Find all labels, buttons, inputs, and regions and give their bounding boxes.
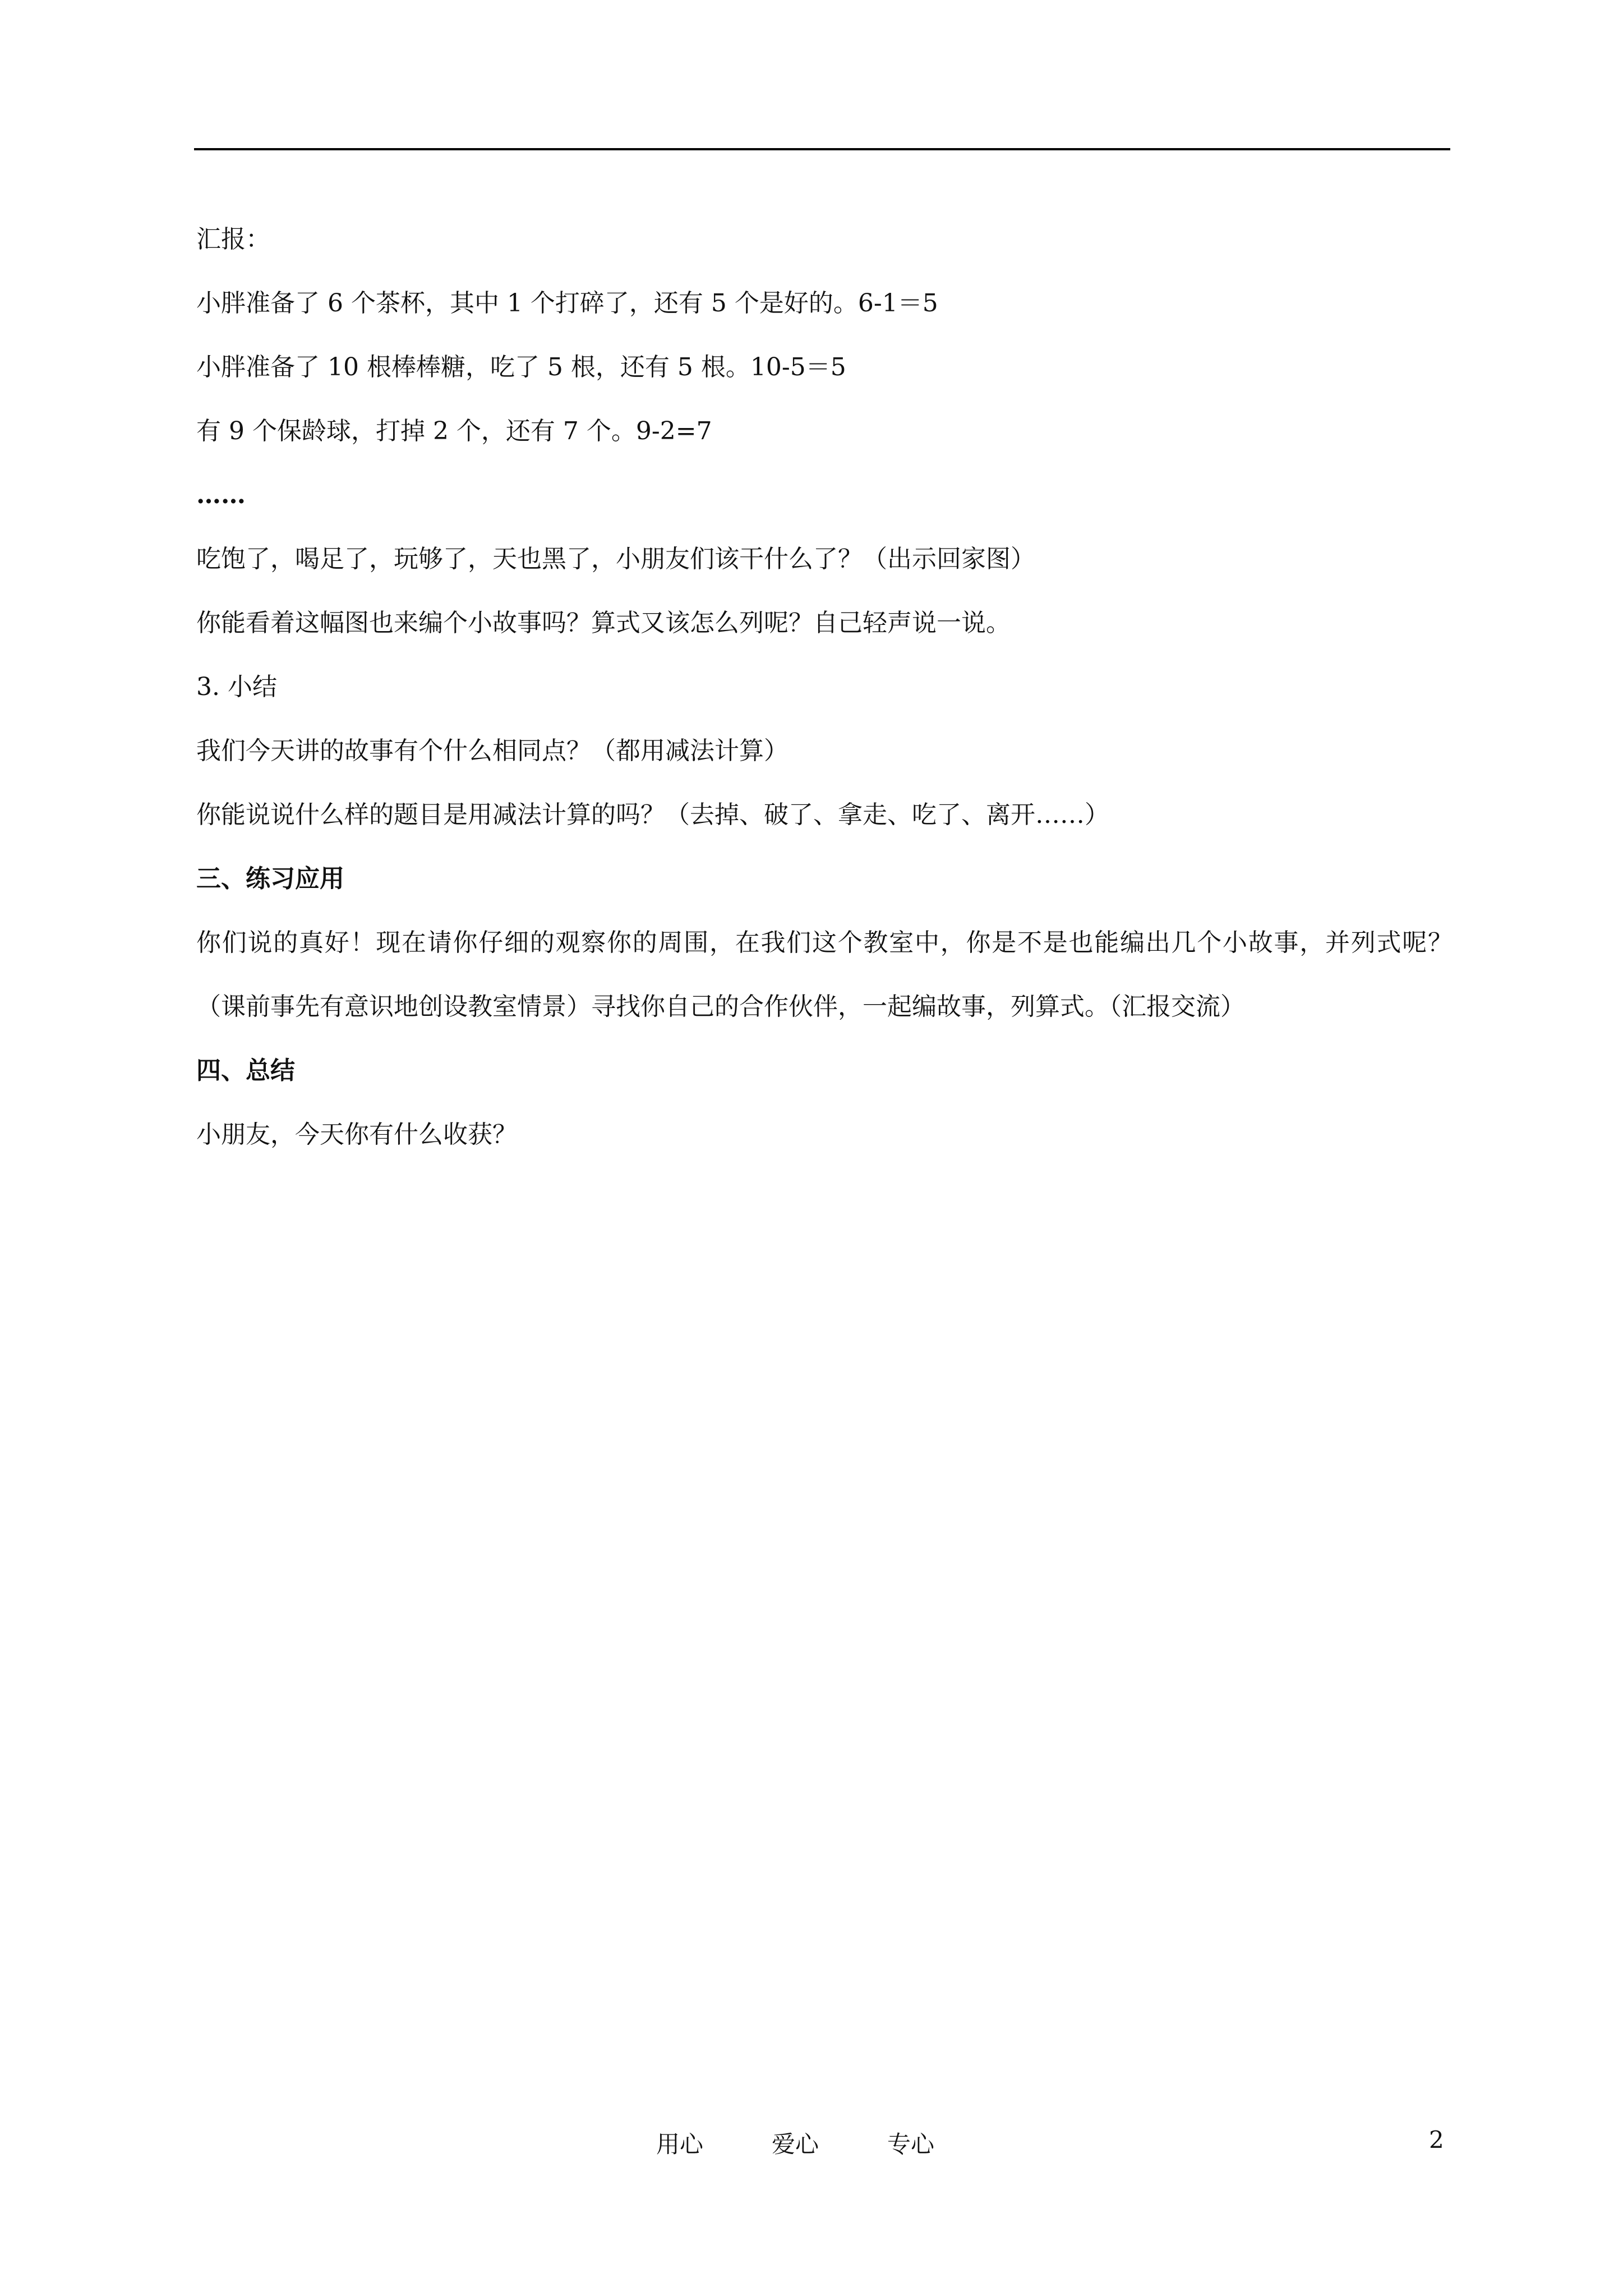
summary-subheading: 3. 小结 bbox=[196, 673, 277, 701]
example-bowling: 有 9 个保龄球，打掉 2 个，还有 7 个。9-2=7 bbox=[196, 417, 712, 445]
header-rule bbox=[194, 148, 1450, 150]
page-footer bbox=[0, 2126, 1623, 2160]
footer-mottos bbox=[656, 2126, 1003, 2160]
example-teacups: 小胖准备了 6 个茶杯，其中 1 个打碎了，还有 5 个是好的。6-1＝5 bbox=[196, 289, 938, 318]
section-heading-practice: 三、练习应用 bbox=[196, 864, 344, 893]
common-point-question: 我们今天讲的故事有个什么相同点？（都用减法计算） bbox=[196, 737, 789, 765]
page-number: 2 bbox=[1429, 2126, 1444, 2154]
report-label: 汇报： bbox=[196, 225, 270, 254]
go-home-question: 吃饱了，喝足了，玩够了，天也黑了，小朋友们该干什么了？（出示回家图） bbox=[196, 545, 1035, 573]
footer-motto: 专心 bbox=[887, 2131, 935, 2158]
section-heading-summary: 四、总结 bbox=[196, 1056, 295, 1085]
ellipsis-line: …… bbox=[196, 481, 246, 509]
footer-motto: 用心 bbox=[656, 2131, 704, 2158]
practice-paragraph: 你们说的真好！现在请你仔细的观察你的周围，在我们这个教室中，你是不是也能编出几个小故事，并列式呢？（课前事先有意识地创设教室情景）寻找你自己的合作伙伴，一起编故事，列算式。（汇报交流） bbox=[196, 928, 1453, 1021]
footer-motto: 爱心 bbox=[772, 2131, 819, 2158]
subtraction-question: 你能说说什么样的题目是用减法计算的吗？（去掉、破了、拿走、吃了、离开……） bbox=[196, 800, 1109, 829]
example-lollipops: 小胖准备了 10 根棒棒糖，吃了 5 根，还有 5 根。10-5＝5 bbox=[196, 353, 846, 381]
story-prompt: 你能看着这幅图也来编个小故事吗？算式又该怎么列呢？自己轻声说一说。 bbox=[196, 609, 1011, 637]
closing-question: 小朋友，今天你有什么收获？ bbox=[196, 1120, 517, 1149]
document-body bbox=[196, 208, 1453, 1167]
